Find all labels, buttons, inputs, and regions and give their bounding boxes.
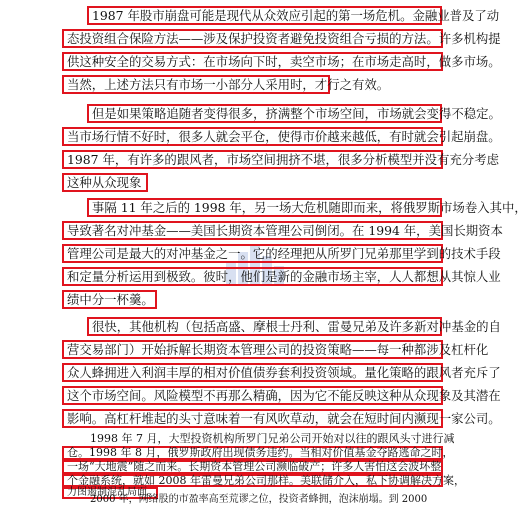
text-line: 2000 年，网络股的市盈率高至荒谬之位，投资者蜂拥，泡沫崩塌。到 2000	[90, 494, 428, 505]
text-line: 这个市场空间。风险模型不再那么精确，因为它不能反映这种从众现象及其潜在	[62, 386, 443, 405]
text-line: 一场“大地震”随之而来。长期资本管理公司濒临破产；许多人害怕这会波坏整	[62, 460, 443, 474]
text-line: 众人蜂拥进入利润丰厚的相对价值债券套利投资领域。量化策略的跟风者充斥了	[62, 363, 443, 382]
text-line: 但是如果策略追随者变得很多，挤满整个市场空间，市场就会变得不稳定。	[87, 104, 442, 123]
text-line: 1987 年股市崩盘可能是现代从众效应引起的第一场危机。金融业普及了动	[87, 6, 442, 25]
text-line: 营交易部门）开始拆解长期资本管理公司的投资策略——每一种都涉及杠杆化	[62, 340, 443, 359]
text-line: 事隔 11 年之后的 1998 年，另一场大危机随即而来，将俄罗斯市场卷入其中，	[87, 198, 442, 217]
text-line: 这种从众现象	[62, 173, 148, 192]
text-line: 供这种安全的交易方式：在市场向下时，卖空市场；在市场走高时，做多市场。	[62, 52, 443, 71]
text-line: 1987 年，有许多的跟风者，市场空间拥挤不堪，很多分析模型并没有充分考虑	[62, 150, 443, 169]
text-line: 导致著名对冲基金——美国长期资本管理公司倒闭。在 1994 年，美国长期资本	[62, 221, 443, 240]
text-line: 态投资组合保险方法——涉及保护投资者避免投资组合亏损的方法。许多机构提	[62, 29, 443, 48]
text-line: 影响。高杠杆堆起的头寸意味着一有风吹草动，就会在短时间内濒现一家公司。	[62, 409, 443, 428]
text-line: 仓。1998 年 8 月，俄罗斯政府出现债务违约。当相对价值基金夺路逃命之时，	[62, 446, 443, 460]
text-line: 当然，上述方法只有市场一小部分人采用时，才行之有效。	[62, 75, 330, 94]
text-line: 当市场行情不好时，很多人就会平仓，使得市价越来越低，有时就会引起崩盘。	[62, 127, 443, 146]
text-line: 管理公司是最大的对冲基金之一。它的经理把从所罗门兄弟那里学到的技术手段	[62, 244, 443, 263]
text-line: 和定量分析运用到极致。彼时，他们是新的金融市场主宰，人人都想从其惊人业	[62, 267, 443, 286]
text-line: 力图遏制混乱局面。	[62, 487, 158, 499]
text-line: 1998 年 7 月，大型投资机构所罗门兄弟公司开始对以往的跟风头寸进行减	[90, 432, 455, 445]
text-line: 个金融系统，就如 2008 年雷曼兄弟公司那样。美联储介入，私下协调解决方案，	[62, 474, 443, 487]
text-line: 很快，其他机构（包括高盛、摩根士丹利、雷曼兄弟及许多新对冲基金的自	[87, 317, 442, 336]
text-line: 绩中分一杯羹。	[62, 290, 157, 309]
